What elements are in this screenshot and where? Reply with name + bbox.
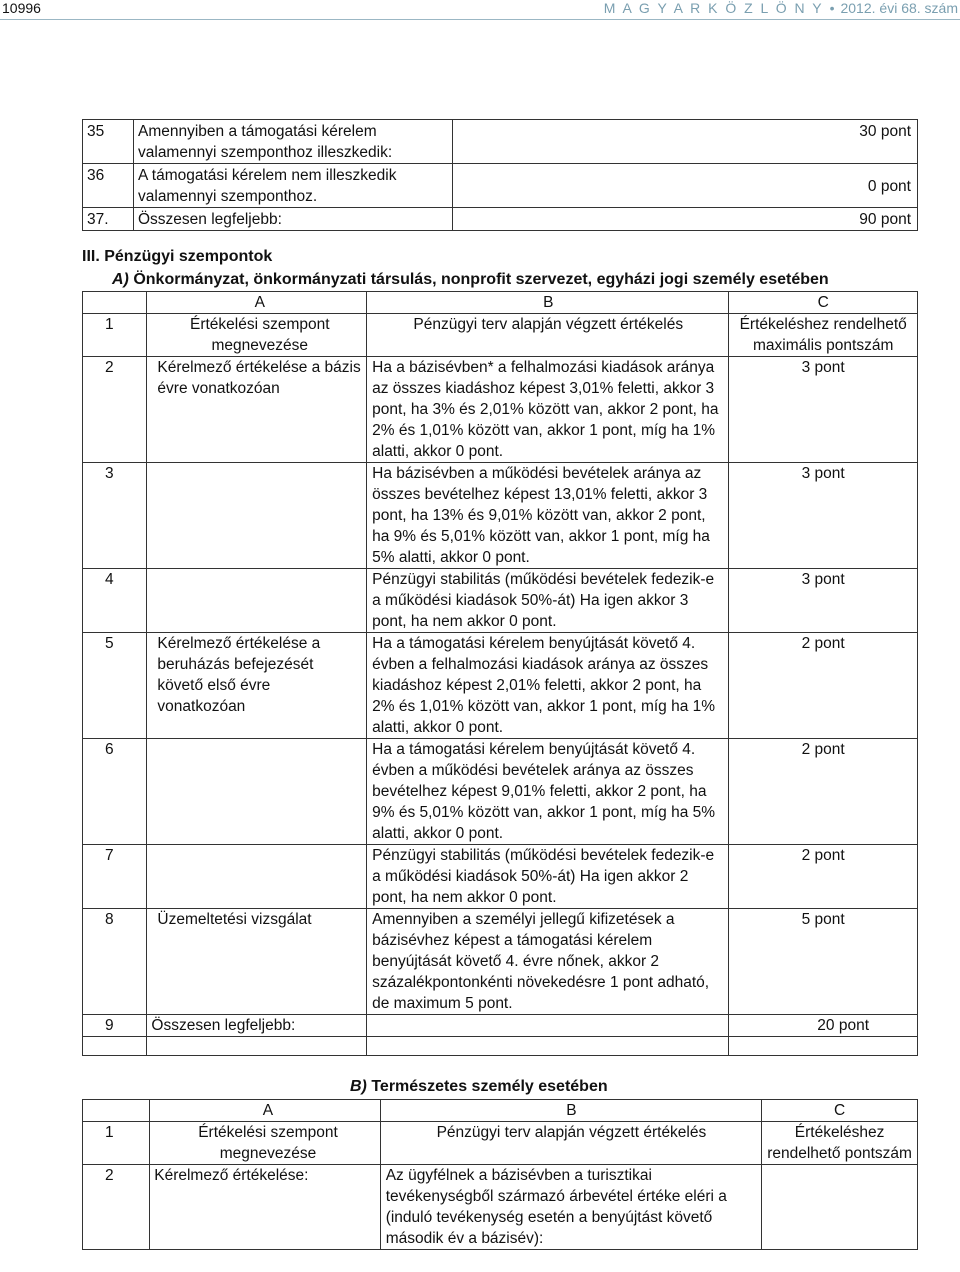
row-number: 8 <box>83 909 147 1015</box>
row-points: 0 pont <box>453 164 918 208</box>
journal-name: M A G Y A R K Ö Z L Ö N Y <box>603 0 824 16</box>
row-number: 2 <box>83 1165 150 1250</box>
evaluation-text: Az ügyfélnek a bázisévben a turisztikai tevékenységből származó árbevétel értéke eléri a (induló tevékenység esetén a benyújtást követő második év a bázisév): <box>380 1165 761 1250</box>
subtitle-prefix: B) <box>350 1078 367 1095</box>
evaluation-text: Amennyiben a személyi jellegű kifizetések a bázisévhez képest a támogatási kérelem benyújtását követő 4. évre nőnek, akkor 2 százalékpontonkénti növekedésre 1 pont adható, de maximum 5 pont. <box>367 909 729 1015</box>
criterion-name <box>147 569 367 633</box>
criterion-name <box>147 845 367 909</box>
row-number: 36 <box>83 164 134 208</box>
table-row <box>83 463 918 569</box>
row-number: 3 <box>83 463 147 569</box>
table-row <box>83 739 918 845</box>
criterion-name: Értékelési szempont megnevezése <box>150 1122 380 1165</box>
financial-criteria-table-b <box>82 1099 918 1250</box>
table-row <box>83 1122 918 1165</box>
table-row <box>83 120 918 164</box>
separator-dot: • <box>829 0 835 16</box>
evaluation-text: Ha bázisévben a működési bevételek aránya az összes bevételhez képest 13,01% feletti, akkor 3 pont, ha 13% és 9,01% között van, akkor 2 pont, ha 9% és 5,01% között van, akkor 1 pont, míg ha 5% alatti, akkor 0 pont. <box>367 463 729 569</box>
table-row <box>83 633 918 739</box>
subtitle-text: Önkormányzat, önkormányzati társulás, nonprofit szervezet, egyházi jogi személy esetében <box>128 271 829 288</box>
evaluation-text: Ha a támogatási kérelem benyújtását követő 4. évben a felhalmozási kiadások aránya az összes kiadáshoz képest 2,01% feletti, akkor 2 pont, ha 2% és 1,01% között van, akkor 1 pont, míg ha 1% alatti, akkor 0 pont. <box>367 633 729 739</box>
total-label: Összesen legfeljebb: <box>147 1015 367 1037</box>
evaluation-text: Pénzügyi terv alapján végzett értékelés <box>367 314 729 357</box>
max-points: 3 pont <box>729 569 918 633</box>
journal-title <box>604 0 958 16</box>
section-subtitle-a <box>112 271 829 289</box>
issue-label: 2012. évi 68. szám <box>840 0 958 16</box>
total-row <box>83 1015 918 1037</box>
row-number: 37. <box>83 208 134 231</box>
max-points: Értékeléshez rendelhető pontszám <box>762 1122 918 1165</box>
max-points: Értékeléshez rendelhető maximális pontszám <box>729 314 918 357</box>
row-text: Amennyiben a támogatási kérelem valamennyi szemponthoz illeszkedik: <box>134 120 453 164</box>
criterion-name: Értékelési szempont megnevezése <box>147 314 367 357</box>
max-points: 2 pont <box>729 633 918 739</box>
row-number: 2 <box>83 357 147 463</box>
table-row <box>83 909 918 1015</box>
max-points: 5 pont <box>729 909 918 1015</box>
table-row <box>83 314 918 357</box>
col-header-a: A <box>147 292 367 314</box>
max-points: 3 pont <box>729 463 918 569</box>
table-row <box>83 208 918 231</box>
row-number: 9 <box>83 1015 147 1037</box>
header-rule <box>0 19 960 20</box>
evaluation-text: Pénzügyi stabilitás (működési bevételek fedezik-e a működési kiadások 50%-át) Ha igen akkor 2 pont, ha nem akkor 0 pont. <box>367 845 729 909</box>
total-points: 20 pont <box>729 1015 918 1037</box>
col-header-a: A <box>150 1100 380 1122</box>
evaluation-text: Pénzügyi terv alapján végzett értékelés <box>380 1122 761 1165</box>
col-header-b: B <box>367 292 729 314</box>
criterion-name: Kérelmező értékelése a beruházás befejezését követő első évre vonatkozóan <box>147 633 367 739</box>
row-number: 1 <box>83 314 147 357</box>
row-number: 35 <box>83 120 134 164</box>
row-number: 6 <box>83 739 147 845</box>
table-row <box>83 569 918 633</box>
criterion-name: Kérelmező értékelése a bázis évre vonatkozóan <box>147 357 367 463</box>
subtitle-prefix: A) <box>112 271 129 288</box>
table-row <box>83 357 918 463</box>
column-header-row <box>83 292 918 314</box>
page-header <box>0 0 960 20</box>
row-points: 90 pont <box>453 208 918 231</box>
row-points: 30 pont <box>453 120 918 164</box>
evaluation-text: Ha a támogatási kérelem benyújtását követő 4. évben a működési bevételek aránya az összes bevételhez képest 9,01% feletti, akkor 2 pont, ha 9% és 5,01% között van, akkor 1 pont, míg ha 5% alatti, akkor 0 pont. <box>367 739 729 845</box>
row-number: 1 <box>83 1122 150 1165</box>
page-number: 10996 <box>2 0 41 16</box>
column-header-row <box>83 1100 918 1122</box>
section-subtitle-b <box>350 1078 608 1096</box>
max-points: 2 pont <box>729 739 918 845</box>
col-header-b: B <box>380 1100 761 1122</box>
financial-criteria-table-a <box>82 291 918 1056</box>
criterion-name <box>147 463 367 569</box>
empty-row <box>83 1037 918 1056</box>
row-number: 7 <box>83 845 147 909</box>
max-points: 3 pont <box>729 357 918 463</box>
row-number: 4 <box>83 569 147 633</box>
criterion-name <box>147 739 367 845</box>
table-row <box>83 1165 918 1250</box>
row-number: 5 <box>83 633 147 739</box>
evaluation-text: Ha a bázisévben* a felhalmozási kiadások aránya az összes kiadáshoz képest 3,01% feletti, akkor 3 pont, ha 3% és 2,01% között van, akkor 2 pont, ha 2% és 1,01% között van, akkor 1 pont, míg ha 1% alatti, akkor 0 pont. <box>367 357 729 463</box>
section-title: III. Pénzügyi szempontok <box>82 248 273 265</box>
summary-table <box>82 119 918 231</box>
col-header-c: C <box>729 292 918 314</box>
evaluation-text: Pénzügyi stabilitás (működési bevételek fedezik-e a működési kiadások 50%-át) Ha igen akkor 3 pont, ha nem akkor 0 pont. <box>367 569 729 633</box>
criterion-name: Kérelmező értékelése: <box>150 1165 380 1250</box>
subtitle-text: Természetes személy esetében <box>366 1078 608 1095</box>
max-points: 2 pont <box>729 845 918 909</box>
row-text: A támogatási kérelem nem illeszkedik valamennyi szemponthoz. <box>134 164 453 208</box>
table-row <box>83 164 918 208</box>
col-header-c: C <box>762 1100 918 1122</box>
criterion-name: Üzemeltetési vizsgálat <box>147 909 367 1015</box>
max-points <box>762 1165 918 1250</box>
table-row <box>83 845 918 909</box>
row-text: Összesen legfeljebb: <box>134 208 453 231</box>
